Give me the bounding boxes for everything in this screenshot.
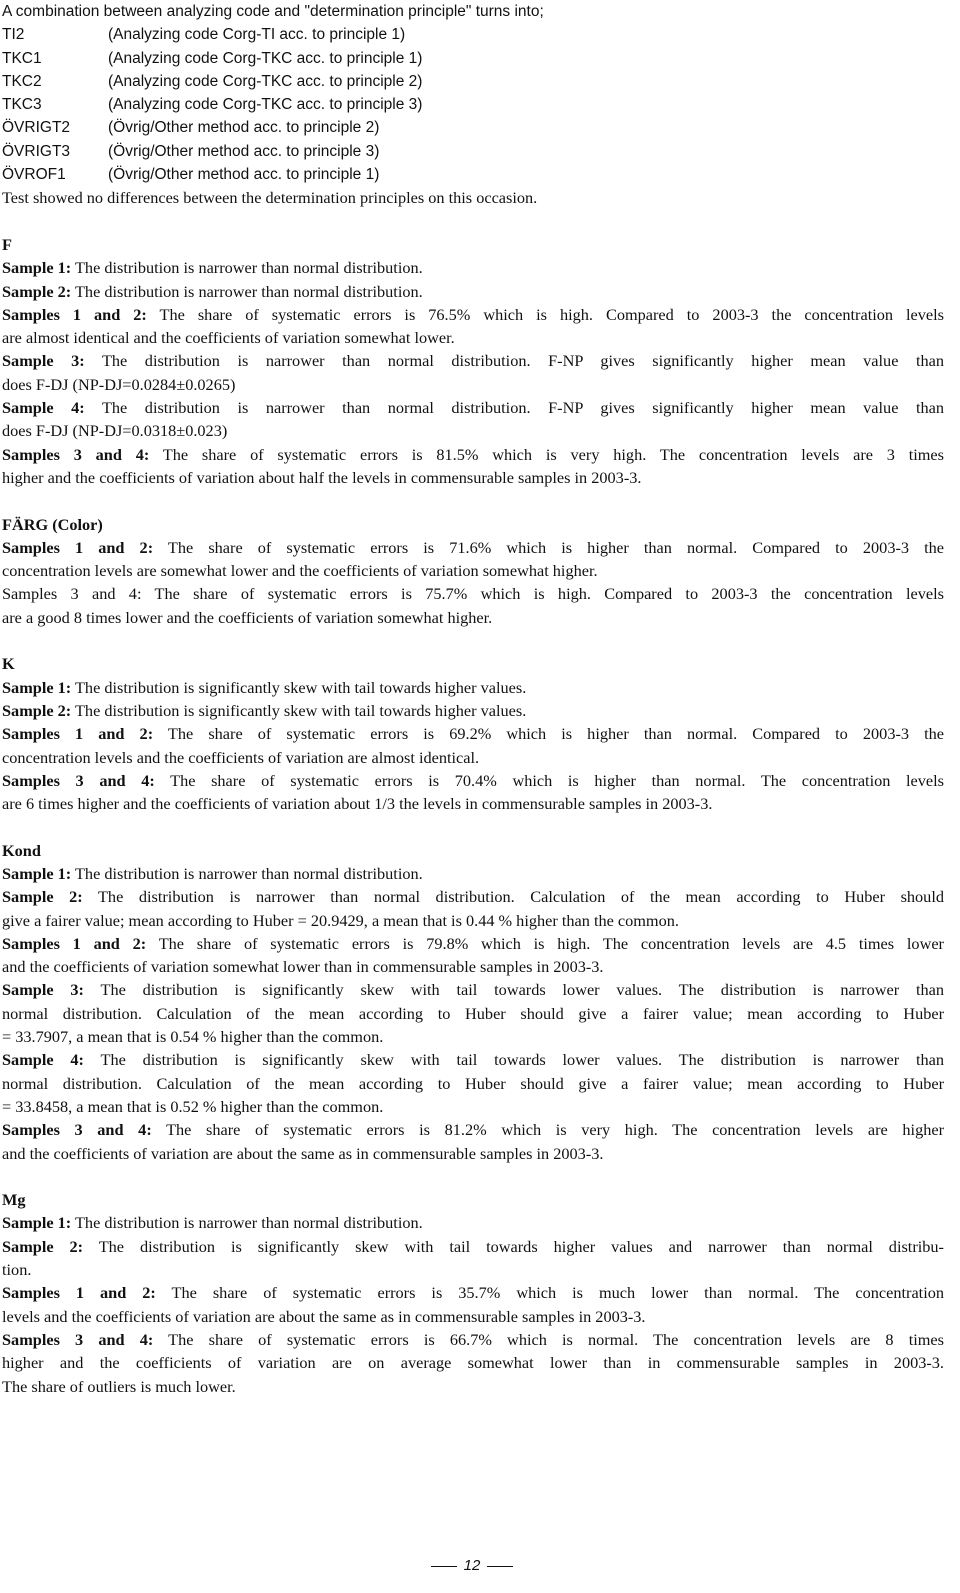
paragraph-label: Sample 1: [2, 1213, 72, 1233]
section-heading: FÄRG (Color) [2, 514, 103, 534]
paragraph-label: Samples 3 and 4: [2, 770, 155, 790]
paragraph-label: Samples 3 and 4: [2, 444, 150, 464]
paragraph-text: The distribution is narrower than normal distribution. F-NP gives significantly higher mean value than [84, 351, 944, 371]
paragraph-label: Sample 4: [2, 1050, 84, 1070]
code-description: (Övrig/Other method acc. to principle 2) [108, 119, 380, 137]
code-description: (Analyzing code Corg-TKC acc. to principle 3) [108, 96, 423, 114]
paragraph-line [2, 1048, 944, 1071]
paragraph-line: concentration levels and the coefficients of variation are almost identical. [2, 747, 480, 767]
page-number: 12 [463, 1557, 481, 1574]
code-label: TKC3 [2, 96, 42, 114]
spacer [2, 489, 944, 512]
paragraph-text: The share of systematic errors is 81.5% which is very high. The concentration levels are 3 times [149, 444, 944, 464]
paragraph-line: levels and the coefficients of variation are about the same as in commensurable samples in 2003-3. [2, 1306, 646, 1326]
code-label: TI2 [2, 26, 25, 44]
paragraph-label: Sample 2: [2, 887, 83, 907]
code-row [2, 93, 944, 116]
paragraph-line [2, 1118, 944, 1141]
section-farg [2, 513, 944, 629]
code-label: TKC2 [2, 72, 42, 90]
section-heading: F [2, 234, 12, 254]
paragraph-line: higher and the coefficients of variation are on average somewhat lower than in commensurable samples in 2003-3. [2, 1353, 944, 1373]
section-heading: K [2, 654, 15, 674]
paragraph-line: are almost identical and the coefficients of variation somewhat lower. [2, 328, 455, 348]
code-description: (Analyzing code Corg-TKC acc. to principle 2) [108, 72, 423, 90]
paragraph-line [2, 1281, 944, 1304]
dash-right [487, 1566, 513, 1567]
paragraph-text: The distribution is narrower than normal distribution. F-NP gives significantly higher mean value than [84, 398, 944, 418]
paragraph-label: Sample 3: [2, 980, 84, 1000]
code-row [2, 23, 944, 46]
paragraph-line: = 33.8458, a mean that is 0.52 % higher than the common. [2, 1096, 384, 1116]
paragraph-text: The distribution is significantly skew with tail towards higher values. [71, 677, 527, 697]
paragraph-text: The distribution is significantly skew with tail towards lower values. The distribution is narrower than [83, 980, 944, 1000]
paragraph-line [2, 769, 944, 792]
paragraph [2, 256, 944, 279]
paragraph-line [2, 536, 944, 559]
paragraph-text: The distribution is significantly skew with tail towards higher values and narrower than normal distribu- [83, 1236, 944, 1256]
paragraph [2, 862, 944, 885]
paragraph-line [2, 885, 944, 908]
code-row [2, 47, 944, 70]
paragraph-text: The distribution is narrower than normal distribution. Calculation of the mean according to Huber should [82, 887, 944, 907]
paragraph-label: Sample 1: [2, 863, 72, 883]
paragraph-text: The distribution is narrower than normal distribution. [71, 258, 423, 278]
paragraph-line: does F-DJ (NP-DJ=0.0318±0.023) [2, 421, 228, 441]
paragraph-label: Sample 4: [2, 398, 85, 418]
paragraph-line: normal distribution. Calculation of the mean according to Huber should give a fairer value; mean according to Huber [2, 1073, 944, 1093]
paragraph-text: The distribution is significantly skew with tail towards lower values. The distribution is narrower than [83, 1050, 944, 1070]
paragraph-line: give a fairer value; mean according to Huber = 20.9429, a mean that is 0.44 % higher than the common. [2, 910, 679, 930]
paragraph [2, 1211, 944, 1234]
section-f [2, 233, 944, 489]
paragraph-label: Sample 1: [2, 677, 72, 697]
paragraph-text: The share of systematic errors is 69.2% which is higher than normal. Compared to 2003-3 the [153, 724, 944, 744]
paragraph-line: and the coefficients of variation somewhat lower than in commensurable samples in 2003-3. [2, 957, 604, 977]
code-label: ÖVRIGT2 [2, 119, 71, 137]
section-k [2, 652, 944, 815]
paragraph-text: The share of systematic errors is 70.4% which is higher than normal. The concentration levels [154, 770, 944, 790]
code-description: (Analyzing code Corg-TKC acc. to principle 1) [108, 49, 423, 67]
paragraph-label: Samples 1 and 2: [2, 724, 154, 744]
paragraph [2, 699, 944, 722]
paragraph-label: Sample 3: [2, 351, 85, 371]
spacer [2, 629, 944, 652]
paragraph-line [2, 303, 944, 326]
code-row [2, 116, 944, 139]
paragraph-label: Sample 2: [2, 1236, 84, 1256]
spacer [2, 1165, 944, 1188]
paragraph-text: The share of systematic errors is 81.2% which is very high. The concentration levels are higher [151, 1120, 944, 1140]
paragraph-line: are a good 8 times lower and the coefficients of variation somewhat higher. [2, 607, 493, 627]
code-description: (Övrig/Other method acc. to principle 1) [108, 166, 380, 184]
paragraph [2, 676, 944, 699]
paragraph-line [2, 932, 944, 955]
paragraph-label: Samples 3 and 4: [2, 1329, 154, 1349]
code-row [2, 140, 944, 163]
paragraph [2, 280, 944, 303]
paragraph-label: Sample 2: [2, 700, 72, 720]
paragraph-line: higher and the coefficients of variation about half the levels in commensurable samples in 2003-3. [2, 467, 642, 487]
paragraph-line [2, 349, 944, 372]
paragraph-line: tion. [2, 1260, 32, 1280]
paragraph-text: The share of systematic errors is 35.7% which is much lower than normal. The concentration [155, 1283, 944, 1303]
dash-left [431, 1566, 457, 1567]
paragraph-text: The distribution is narrower than normal distribution. [71, 863, 423, 883]
paragraph-line: are 6 times higher and the coefficients of variation about 1/3 the levels in commensurable samples in 2003-3. [2, 794, 713, 814]
spacer [2, 210, 944, 233]
section-kond [2, 839, 944, 1165]
paragraph-line [2, 978, 944, 1001]
code-row [2, 70, 944, 93]
code-description: (Övrig/Other method acc. to principle 3) [108, 142, 380, 160]
paragraph-label: Samples 1 and 2: [2, 933, 147, 953]
paragraph-line: The share of outliers is much lower. [2, 1376, 236, 1396]
section-mg [2, 1188, 944, 1398]
page-footer [0, 1557, 944, 1574]
paragraph-line [2, 722, 944, 745]
paragraph-line [2, 1328, 944, 1351]
paragraph-label: Samples 3 and 4: [2, 1120, 152, 1140]
code-label: ÖVROF1 [2, 166, 66, 184]
paragraph-line [2, 443, 944, 466]
paragraph-line: does F-DJ (NP-DJ=0.0284±0.0265) [2, 374, 236, 394]
paragraph-text: The share of systematic errors is 76.5% which is high. Compared to 2003-3 the concentration levels [146, 304, 944, 324]
paragraph-text: The distribution is significantly skew with tail towards higher values. [71, 700, 527, 720]
paragraph-label: Sample 1: [2, 258, 72, 278]
paragraph-line: Samples 3 and 4: The share of systematic errors is 75.7% which is high. Compared to 2003-3 the concentration levels [2, 584, 944, 604]
paragraph-label: Sample 2: [2, 281, 72, 301]
spacer [2, 815, 944, 838]
section-heading: Mg [2, 1190, 26, 1210]
paragraph-text: The share of systematic errors is 71.6% which is higher than normal. Compared to 2003-3 the [153, 537, 944, 557]
code-description: (Analyzing code Corg-TI acc. to principle 1) [108, 26, 406, 44]
document-page [2, 0, 944, 1398]
paragraph-text: The share of systematic errors is 79.8% which is high. The concentration levels are 4.5 times lower [146, 933, 944, 953]
paragraph-label: Samples 1 and 2: [2, 537, 154, 557]
paragraph-label: Samples 1 and 2: [2, 304, 147, 324]
paragraph-line [2, 1235, 944, 1258]
paragraph-text: The distribution is narrower than normal distribution. [71, 1213, 423, 1233]
code-label: ÖVRIGT3 [2, 142, 71, 160]
paragraph-line: = 33.7907, a mean that is 0.54 % higher than the common. [2, 1027, 384, 1047]
section-heading: Kond [2, 840, 41, 860]
paragraph-line: and the coefficients of variation are about the same as in commensurable samples in 2003-3. [2, 1143, 604, 1163]
code-list [2, 23, 944, 186]
paragraph-label: Samples 1 and 2: [2, 1283, 156, 1303]
paragraph-text: The share of systematic errors is 66.7% which is normal. The concentration levels are 8 times [153, 1329, 944, 1349]
code-row [2, 163, 944, 186]
code-label: TKC1 [2, 49, 42, 67]
paragraph-line [2, 396, 944, 419]
intro-text: A combination between analyzing code and "determination principle" turns into; [2, 3, 544, 20]
paragraph-line: concentration levels are somewhat lower and the coefficients of variation somewhat higher. [2, 561, 598, 581]
paragraph-line: normal distribution. Calculation of the mean according to Huber should give a fairer value; mean according to Huber [2, 1003, 944, 1023]
test-note: Test showed no differences between the determination principles on this occasion. [2, 188, 538, 208]
paragraph-text: The distribution is narrower than normal distribution. [71, 281, 423, 301]
